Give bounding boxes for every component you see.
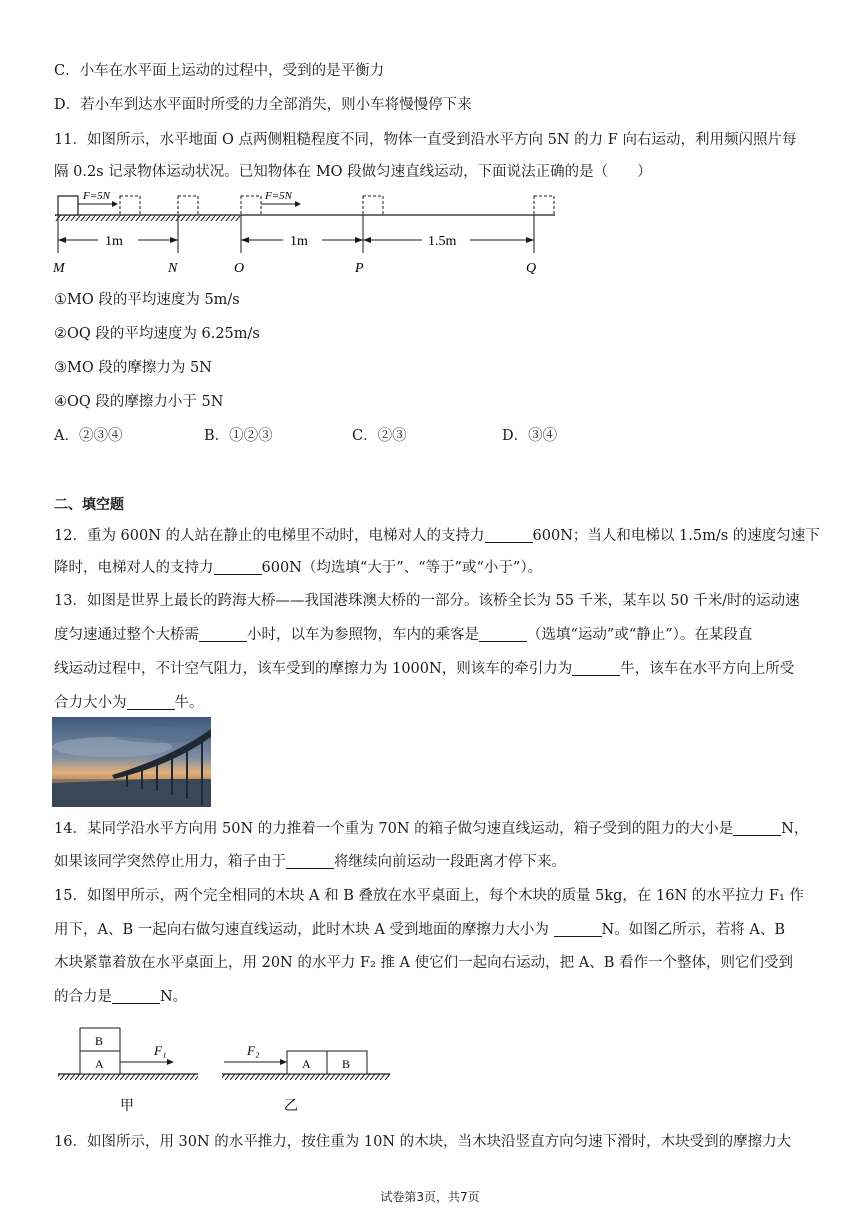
- figure-label-yi: 乙: [284, 1099, 298, 1114]
- q12-text: 12．重为 600N 的人站在静止的电梯里不动时，电梯对人的支持力: [54, 528, 485, 544]
- answer-blank[interactable]: [485, 528, 533, 544]
- q12-text: 降时，电梯对人的支持力: [54, 560, 214, 576]
- force-label: F=5N: [83, 190, 110, 202]
- q11-statement-4: ④OQ 段的摩擦力小于 5N: [54, 394, 224, 410]
- q15-blocks-figure: [50, 1020, 400, 1120]
- force-label-f1: F₁: [154, 1043, 167, 1058]
- q11-statement-1: ①MO 段的平均速度为 5m/s: [54, 292, 240, 308]
- q15-line1: 15．如图甲所示，两个完全相同的木块 A 和 B 叠放在水平桌面上，每个木块的质量 5kg，在 16N 的水平拉力 F₁ 作: [54, 888, 804, 904]
- rough-ground-hatching: [55, 215, 240, 221]
- q14-text: 如果该同学突然停止用力，箱子由于: [54, 854, 286, 870]
- q14-text: N，: [781, 821, 809, 837]
- q15-text: N。: [160, 989, 188, 1005]
- point-label-m: M: [53, 261, 65, 276]
- q14-text: 将继续向前运动一段距离才停下来。: [334, 854, 566, 870]
- q14-line1: [54, 817, 808, 838]
- force-arrow-head: [112, 201, 118, 207]
- q15-line4: [54, 985, 187, 1006]
- q15-line3: 木块紧靠着放在水平桌面上，用 20N 的水平力 F₂ 推 A 使它们一起向右运动，把 A、B 看作一个整体，则它们受到: [54, 955, 793, 971]
- answer-blank[interactable]: [199, 627, 247, 643]
- q11-statement-2: ②OQ 段的平均速度为 6.25m/s: [54, 326, 260, 342]
- q13-text: 合力大小为: [54, 695, 127, 711]
- q11-choice-d: D．③④: [502, 428, 558, 444]
- answer-blank[interactable]: [554, 922, 602, 938]
- answer-blank[interactable]: [479, 627, 527, 643]
- q12-text: 600N；当人和电梯以 1.5m/s 的速度匀速下: [532, 528, 820, 544]
- point-label-n: N: [168, 261, 178, 276]
- q11-stem-line1: 11．如图所示，水平地面 O 点两侧粗糙程度不同，物体一直受到沿水平方向 5N 的力 F 向右运动，利用频闪照片每: [54, 132, 797, 148]
- q13-text: 小时，以车为参照物，车内的乘客是: [247, 627, 479, 643]
- block-label-a: A: [302, 1057, 311, 1071]
- q11-choice-a: A．②③④: [54, 428, 123, 444]
- q12-line2: [54, 556, 542, 577]
- answer-blank[interactable]: [112, 989, 160, 1005]
- force-arrow-head: [167, 1059, 174, 1065]
- q10-option-d: D．若小车到达水平面时所受的力全部消失，则小车将慢慢停下来: [54, 97, 472, 113]
- answer-blank[interactable]: [572, 661, 620, 677]
- block-dashed: [178, 196, 198, 215]
- distance-mn: 1m: [105, 234, 123, 249]
- block-label-b: B: [342, 1057, 351, 1071]
- block-dashed: [363, 196, 383, 215]
- block-dashed: [534, 196, 554, 215]
- q11-motion-figure: [50, 186, 570, 276]
- point-label-o: O: [234, 261, 245, 276]
- q13-text: （选填“运动”或“静止”）。在某段直: [527, 627, 753, 643]
- distance-op: 1m: [290, 234, 308, 249]
- block-dashed: [241, 196, 261, 215]
- q13-line1: 13．如图是世界上最长的跨海大桥——我国港珠澳大桥的一部分。该桥全长为 55 千米，某车以 50 千米/时的运动速: [54, 593, 800, 609]
- answer-blank[interactable]: [733, 821, 781, 837]
- q13-text: 牛。: [174, 695, 204, 711]
- q12-line1: [54, 524, 820, 545]
- q14-text: 14．某同学沿水平方向用 50N 的力推着一个重为 70N 的箱子做匀速直线运动，箱子受到的阻力的大小是: [54, 821, 734, 837]
- force-arrow-head: [295, 201, 301, 207]
- distance-pq: 1.5m: [428, 234, 457, 249]
- point-label-q: Q: [526, 261, 537, 276]
- point-label-p: P: [355, 261, 364, 276]
- q15-line2: [54, 918, 785, 939]
- force-arrow-head: [280, 1059, 287, 1065]
- answer-blank[interactable]: [127, 695, 175, 711]
- q13-text: 线运动过程中，不计空气阻力，该车受到的摩擦力为 1000N，则该车的牵引力为: [54, 661, 573, 677]
- q11-stem-line2: 隔 0.2s 记录物体运动状况。已知物体在 MO 段做匀速直线运动，下面说法正确的是（ ）: [54, 164, 652, 180]
- force-label: F=5N: [265, 190, 292, 202]
- q11-statement-3: ③MO 段的摩擦力为 5N: [54, 360, 212, 376]
- figure-label-jia: 甲: [120, 1099, 134, 1114]
- q11-choice-c: C．②③: [352, 428, 407, 444]
- q11-choice-b: B．①②③: [204, 428, 273, 444]
- q13-line3: [54, 657, 794, 678]
- q13-line4: [54, 691, 204, 712]
- block-label-b: B: [95, 1034, 104, 1048]
- q13-text: 牛，该车在水平方向上所受: [620, 661, 795, 677]
- answer-blank[interactable]: [286, 854, 334, 870]
- force-label-f2: F₂: [247, 1043, 260, 1058]
- q14-line2: [54, 850, 566, 871]
- q13-line2: [54, 623, 752, 644]
- section-title: 二、填空题: [54, 497, 124, 513]
- q10-option-c: C．小车在水平面上运动的过程中，受到的是平衡力: [54, 63, 385, 79]
- q15-text: N。如图乙所示，若将 A、B: [601, 922, 785, 938]
- q13-text: 度匀速通过整个大桥需: [54, 627, 199, 643]
- q16-line1: 16．如图所示，用 30N 的水平推力，按住重为 10N 的木块，当木块沿竖直方向匀速下滑时，木块受到的摩擦力大: [54, 1134, 792, 1150]
- answer-blank[interactable]: [214, 560, 262, 576]
- bridge-photo: [52, 717, 211, 807]
- q15-text: 的合力是: [54, 989, 112, 1005]
- q15-text: 用下，A、B 一起向右做匀速直线运动，此时木块 A 受到地面的摩擦力大小为: [54, 922, 554, 938]
- block-label-a: A: [95, 1057, 104, 1071]
- q12-text: 600N（均选填“大于”、“等于”或“小于”）。: [261, 560, 543, 576]
- block-at-m: [58, 196, 78, 215]
- page-footer: 试卷第3页，共7页: [380, 1190, 480, 1204]
- block-dashed: [120, 196, 140, 215]
